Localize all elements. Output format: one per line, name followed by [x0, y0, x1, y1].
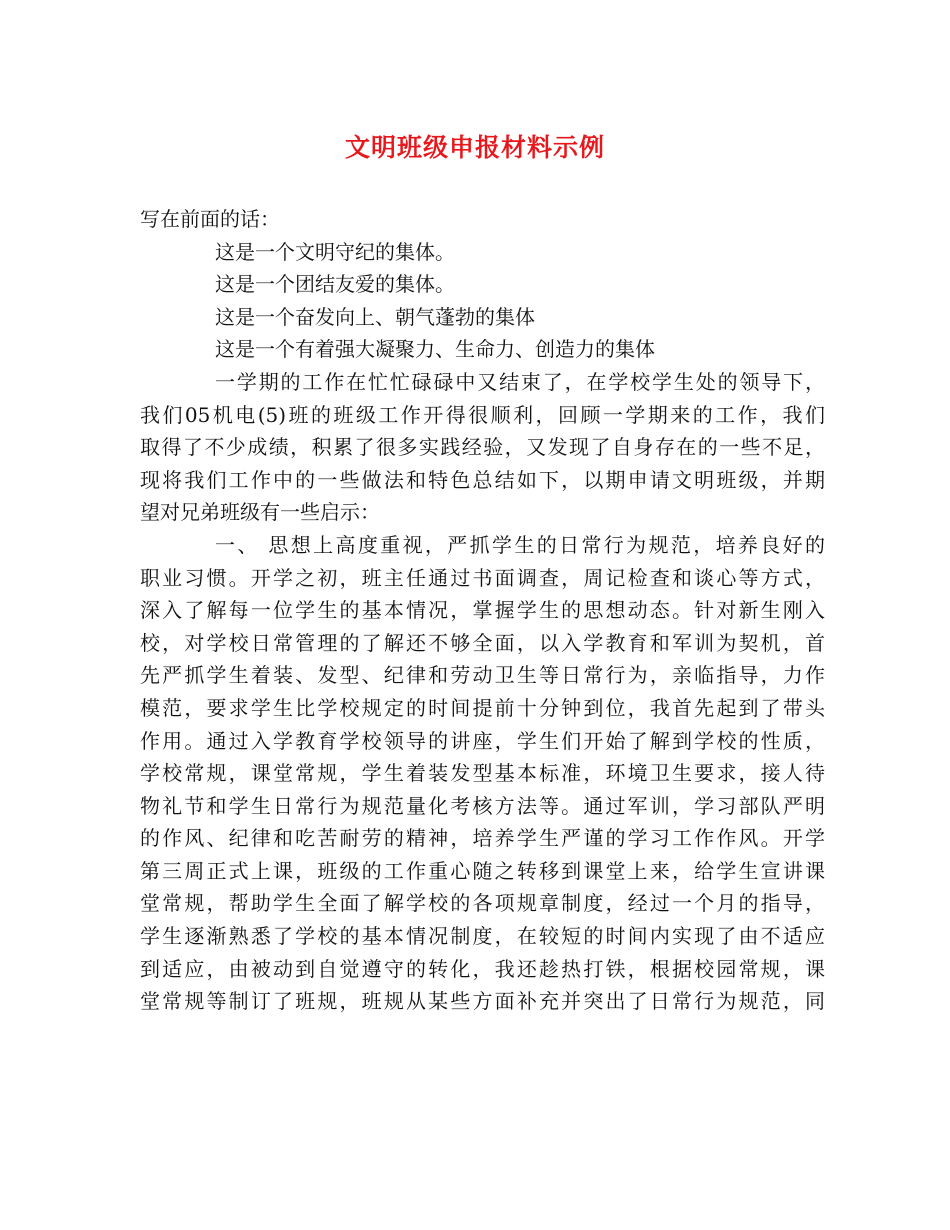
section-1-line: 物礼节和学生日常行为规范量化考核方法等。通过军训，学习部队严明	[140, 793, 825, 818]
section-1-line: 堂常规，帮助学生全面了解学校的各项规章制度，经过一个月的指导，	[140, 891, 825, 916]
intro-line-3: 这是一个奋发向上、朝气蓬勃的集体	[215, 304, 535, 329]
section-1-line: 模范，要求学生比学校规定的时间提前十分钟到位，我首先起到了带头	[140, 695, 825, 720]
document-title: 文明班级申报材料示例	[344, 133, 605, 162]
section-1-line: 校，对学校日常管理的了解还不够全面，以入学教育和军训为契机，首	[140, 630, 825, 655]
intro-line-2: 这是一个团结友爱的集体。	[215, 272, 455, 297]
section-1-line: 第三周正式上课，班级的工作重心随之转移到课堂上来，给学生宣讲课	[140, 858, 825, 883]
section-1-line: 深入了解每一位学生的基本情况，掌握学生的思想动态。针对新生刚入	[140, 598, 825, 623]
paragraph-1-line: 望对兄弟班级有一些启示：	[140, 500, 380, 525]
section-1-line: 作用。通过入学教育学校领导的讲座，学生们开始了解到学校的性质，	[140, 728, 825, 753]
paragraph-1-line: 现将我们工作中的一些做法和特色总结如下，以期申请文明班级，并期	[140, 467, 825, 492]
section-1-line: 职业习惯。开学之初，班主任通过书面调查，周记检查和谈心等方式，	[140, 565, 825, 590]
document-body	[140, 203, 825, 1018]
intro-line-4: 这是一个有着强大凝聚力、生命力、创造力的集体	[215, 337, 655, 362]
section-1-line: 学生逐渐熟悉了学校的基本情况制度，在较短的时间内实现了由不适应	[140, 924, 825, 949]
section-1-line: 到适应，由被动到自觉遵守的转化，我还趁热打铁，根据校园常规，课	[140, 956, 825, 981]
section-1-line: 学校常规，课堂常规，学生着装发型基本标准，环境卫生要求，接人待	[140, 761, 825, 786]
paragraph-1-line: 取得了不少成绩，积累了很多实践经验，又发现了自身存在的一些不足，	[140, 435, 825, 460]
intro-heading: 写在前面的话：	[140, 207, 280, 231]
section-1-line: 堂常规等制订了班规，班规从某些方面补充并突出了日常行为规范，同	[140, 989, 825, 1014]
intro-line-1: 这是一个文明守纪的集体。	[215, 239, 455, 264]
paragraph-1-line: 一学期的工作在忙忙碌碌中又结束了，在学校学生处的领导下，	[215, 369, 825, 394]
section-1-heading-line: 一、 思想上高度重视，严抓学生的日常行为规范，培养良好的	[215, 532, 825, 557]
section-1-line: 的作风、纪律和吃苦耐劳的精神，培养学生严谨的学习工作作风。开学	[140, 826, 825, 851]
section-1-line: 先严抓学生着装、发型、纪律和劳动卫生等日常行为，亲临指导，力作	[140, 663, 825, 688]
paragraph-1-line: 我们05机电(5)班的班级工作开得很顺利，回顾一学期来的工作，我们	[140, 402, 825, 427]
